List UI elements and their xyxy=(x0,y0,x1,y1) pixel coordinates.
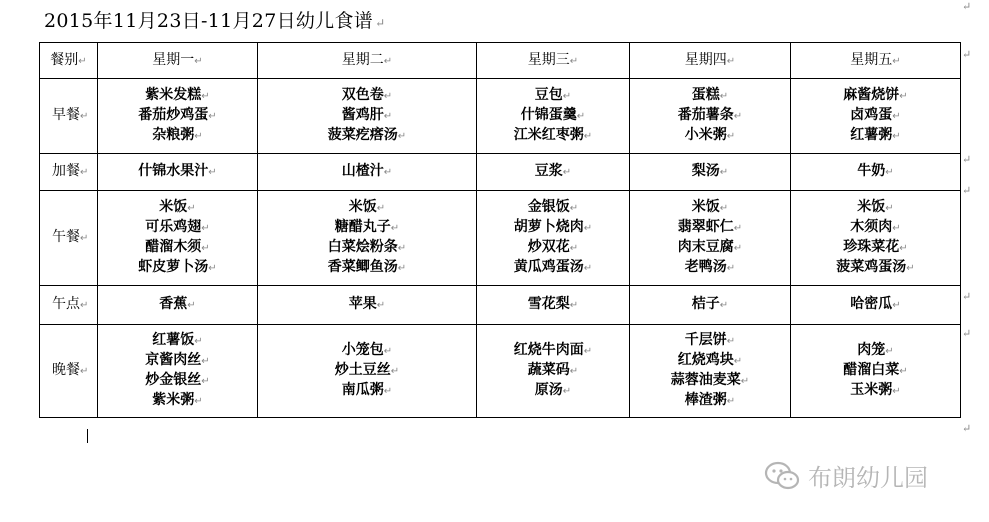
dish-item: 蒜蓉油麦菜↵ xyxy=(670,372,750,388)
day-header: 星期五↵ xyxy=(791,43,961,79)
menu-cell xyxy=(258,286,477,325)
menu-cell xyxy=(258,191,477,286)
row-end-mark: ↵ xyxy=(962,290,972,303)
dish-item: 炒金银丝↵ xyxy=(145,372,210,388)
dish-item: 南瓜粥↵ xyxy=(341,382,393,398)
dish-item: 香菜鲫鱼汤↵ xyxy=(327,259,407,275)
dish-item: 紫米发糕↵ xyxy=(145,87,210,103)
menu-cell xyxy=(630,286,791,325)
dish-item: 小米粥↵ xyxy=(684,127,736,143)
dish-item: 豆浆↵ xyxy=(534,163,572,179)
dish-item: 翡翠虾仁↵ xyxy=(677,219,743,235)
menu-cell xyxy=(630,154,791,191)
dish-item: 玉米粥↵ xyxy=(850,382,901,398)
dish-item: 肉末豆腐↵ xyxy=(677,239,743,255)
dish-item: 老鸭汤↵ xyxy=(684,259,736,275)
menu-cell xyxy=(477,154,630,191)
menu-cell xyxy=(258,154,477,191)
dish-item: 原汤↵ xyxy=(534,382,572,398)
row-end-mark: ↵ xyxy=(962,327,972,340)
dish-item: 蛋糕↵ xyxy=(691,87,729,103)
paragraph-mark: ↵ xyxy=(375,16,386,30)
dish-item: 香蕉↵ xyxy=(159,296,196,312)
day-header: 星期三↵ xyxy=(477,43,630,79)
dish-item: 小笼包↵ xyxy=(341,342,393,358)
day-header: 星期二↵ xyxy=(258,43,477,79)
menu-cell xyxy=(477,79,630,154)
row-end-mark: ↵ xyxy=(962,184,972,197)
dish-item: 千层饼↵ xyxy=(684,332,736,348)
dish-item: 米饭↵ xyxy=(857,199,894,215)
dish-item: 酱鸡肝↵ xyxy=(341,107,393,123)
document-title xyxy=(44,6,385,33)
row-end-mark: ↵ xyxy=(962,48,972,61)
dish-item: 醋溜白菜↵ xyxy=(843,362,908,378)
title-text: 2015年11月23日-11月27日幼儿食谱 xyxy=(44,10,374,32)
dish-item: 苹果↵ xyxy=(348,296,386,312)
menu-cell xyxy=(791,286,961,325)
day-header: 星期一↵ xyxy=(98,43,258,79)
menu-cell xyxy=(630,325,791,418)
watermark-text: 布朗幼儿园 xyxy=(808,464,928,492)
dish-item: 红烧鸡块↵ xyxy=(677,352,743,368)
dish-item: 米饭↵ xyxy=(159,199,196,215)
row-end-mark: ↵ xyxy=(962,0,972,13)
dish-item: 什锦蛋羹↵ xyxy=(520,107,586,123)
dish-item: 白菜烩粉条↵ xyxy=(327,239,407,255)
dish-item: 牛奶↵ xyxy=(857,163,894,179)
dish-item: 蔬菜码↵ xyxy=(527,362,579,378)
dish-item: 番茄炒鸡蛋↵ xyxy=(138,107,217,123)
menu-table xyxy=(39,42,961,418)
dish-item: 肉笼↵ xyxy=(857,342,894,358)
menu-cell xyxy=(98,325,258,418)
meal-label: 加餐↵ xyxy=(40,154,98,191)
row-end-mark: ↵ xyxy=(962,422,972,435)
meal-row-lunch xyxy=(40,191,961,286)
menu-cell xyxy=(258,325,477,418)
meal-label: 晚餐↵ xyxy=(40,325,98,418)
dish-item: 菠菜疙瘩汤↵ xyxy=(327,127,407,143)
row-end-mark: ↵ xyxy=(962,153,972,166)
meal-label: 午点↵ xyxy=(40,286,98,325)
menu-cell xyxy=(477,325,630,418)
dish-item: 卤鸡蛋↵ xyxy=(850,107,901,123)
dish-item: 麻酱烧饼↵ xyxy=(843,87,908,103)
menu-cell xyxy=(98,191,258,286)
meal-row-breakfast xyxy=(40,79,961,154)
menu-cell xyxy=(630,191,791,286)
meal-label: 早餐↵ xyxy=(40,79,98,154)
dish-item: 糖醋丸子↵ xyxy=(334,219,400,235)
dish-item: 炒双花↵ xyxy=(527,239,579,255)
menu-cell xyxy=(630,79,791,154)
menu-cell xyxy=(98,286,258,325)
watermark xyxy=(764,458,928,493)
dish-item: 紫米粥↵ xyxy=(152,392,203,408)
dish-item: 杂粮粥↵ xyxy=(152,127,203,143)
dish-item: 炒土豆丝↵ xyxy=(334,362,400,378)
menu-cell xyxy=(98,154,258,191)
meal-row-afternoon-snack xyxy=(40,286,961,325)
meal-row-snack xyxy=(40,154,961,191)
dish-item: 米饭↵ xyxy=(348,199,386,215)
header-row xyxy=(40,43,961,79)
dish-item: 红薯饭↵ xyxy=(152,332,203,348)
menu-cell xyxy=(98,79,258,154)
dish-item: 米饭↵ xyxy=(691,199,729,215)
dish-item: 哈密瓜↵ xyxy=(850,296,901,312)
dish-item: 雪花梨↵ xyxy=(527,296,579,312)
menu-cell xyxy=(791,79,961,154)
dish-item: 黄瓜鸡蛋汤↵ xyxy=(513,259,593,275)
dish-item: 京酱肉丝↵ xyxy=(145,352,210,368)
dish-item: 江米红枣粥↵ xyxy=(513,127,593,143)
dish-item: 珍珠菜花↵ xyxy=(843,239,908,255)
dish-item: 山楂汁↵ xyxy=(341,163,393,179)
day-header: 星期四↵ xyxy=(630,43,791,79)
dish-item: 梨汤↵ xyxy=(691,163,729,179)
menu-cell xyxy=(791,325,961,418)
dish-item: 豆包↵ xyxy=(534,87,572,103)
dish-item: 虾皮萝卜汤↵ xyxy=(138,259,217,275)
corner-cell: 餐别↵ xyxy=(40,43,98,79)
dish-item: 可乐鸡翅↵ xyxy=(145,219,210,235)
dish-item: 红烧牛肉面↵ xyxy=(513,342,593,358)
dish-item: 桔子↵ xyxy=(691,296,729,312)
dish-item: 红薯粥↵ xyxy=(850,127,901,143)
dish-item: 棒渣粥↵ xyxy=(684,392,736,408)
menu-cell xyxy=(258,79,477,154)
menu-cell xyxy=(791,154,961,191)
menu-cell xyxy=(477,286,630,325)
text-cursor xyxy=(87,429,88,443)
dish-item: 番茄薯条↵ xyxy=(677,107,743,123)
dish-item: 木须肉↵ xyxy=(850,219,901,235)
dish-item: 醋溜木须↵ xyxy=(145,239,210,255)
meal-label: 午餐↵ xyxy=(40,191,98,286)
dish-item: 菠菜鸡蛋汤↵ xyxy=(836,259,915,275)
dish-item: 什锦水果汁↵ xyxy=(138,163,217,179)
menu-cell xyxy=(477,191,630,286)
wechat-icon xyxy=(764,461,800,491)
dish-item: 双色卷↵ xyxy=(341,87,393,103)
dish-item: 胡萝卜烧肉↵ xyxy=(513,219,593,235)
menu-cell xyxy=(791,191,961,286)
meal-row-dinner xyxy=(40,325,961,418)
dish-item: 金银饭↵ xyxy=(527,199,579,215)
